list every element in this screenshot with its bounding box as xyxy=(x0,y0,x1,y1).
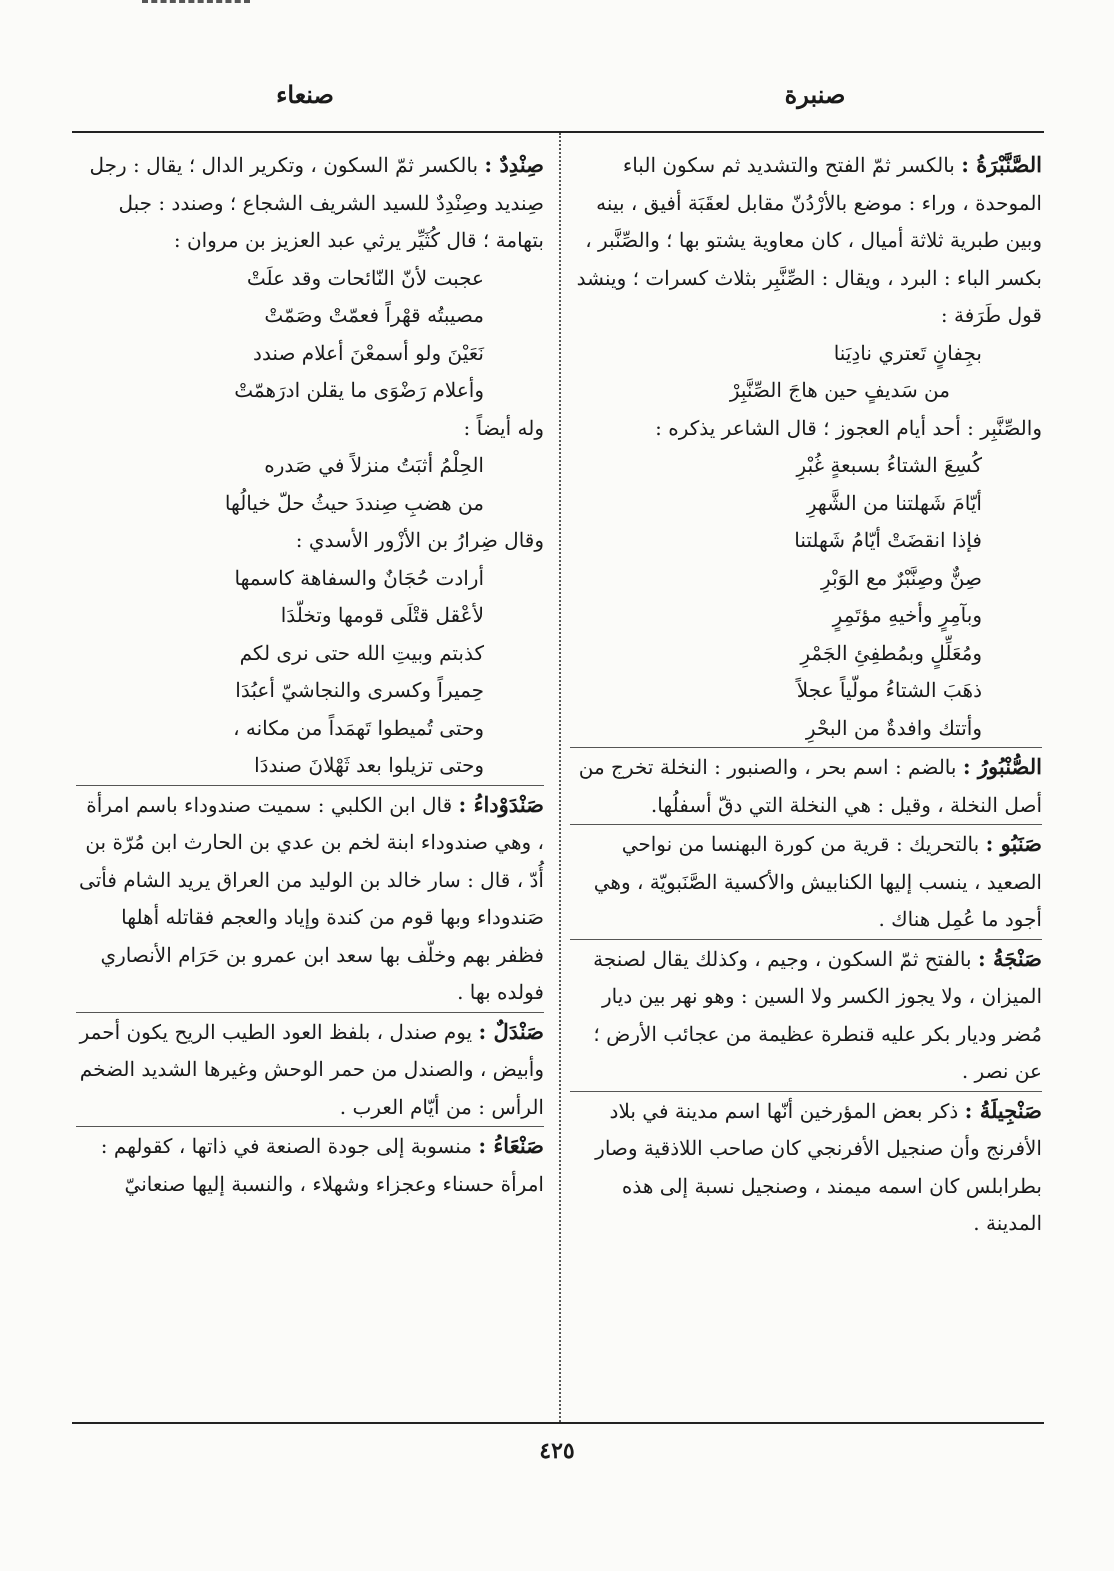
footer-rule xyxy=(72,1422,1044,1424)
verse-line: نَعَيْنَ ولو أسمعْنَ أعلام صندد xyxy=(253,340,484,365)
verse-line: حِميراً وكسرى والنجاشيّ أعبُدَا xyxy=(235,678,484,702)
headword: صَنْعَاءُ : xyxy=(478,1133,544,1158)
entry-text: قال ابن الكلبي : سميت صندوداء باسم امرأة ، وهي صندوداء ابنة لخم بن عدي بن الحارث ابن مُرّة بن أُدّ ، قال : سار خالد بن الوليد من العراق يريد الشام فأتى صَندوداء وبها قوم من كندة وإياد والعجم فقاتله أهلها فظفر بهم وخلّف بها سعد ابن عمرو بن حَرَام الأنصاري فولده بها . xyxy=(79,792,544,1004)
verse-line: فإذا انقضَتْ أيّامُ شَهلتنا xyxy=(794,528,982,552)
running-head-left: صنعاء xyxy=(276,80,334,109)
headword: صِنْدِدٌ : xyxy=(484,152,544,177)
headword: الصَّنَّبْرَةُ : xyxy=(961,152,1042,177)
headword: صَنْجَةُ : xyxy=(977,945,1042,971)
entry-sanbara xyxy=(570,146,1042,747)
verse-line: بجِفانٍ تَعتري نادِيَنا xyxy=(833,340,982,365)
entry-text: بالكسر ثمّ الفتح والتشديد ثم سكون الباء الموحدة ، وراء : موضع بالأرْدُنّ مقابل لعقَبَة أفيق ، بينه وبين طبرية ثلاثة أميال ، كان معاوية يشتو بها ؛ والصِّنَّبر ، بكسر الباء : البرد ، ويقال : الصِّنَّبِر بثلاث كسرات ؛ وينشد قول طَرَفة : xyxy=(576,153,1042,327)
right-column xyxy=(570,146,1042,1243)
verse-line: وأعلام رَضْوَى ما يقلن ادرَهمّتْ xyxy=(234,378,484,402)
verse-line: لأعْقل قتْلَى قومها وتخلّدَا xyxy=(280,603,484,627)
entry-text: ذكر بعض المؤرخين أنّها اسم مدينة في بلاد الأفرنج وأن صنجيل الأفرنجي كان صاحب اللاذقية وصار بطرابلس كان اسمه ميمند ، وصنجيل نسبة إلى هذه المدينة . xyxy=(595,1098,1042,1235)
verse-line: وحتى تزيلوا بعد ثَهْلانَ صنددَا xyxy=(254,753,484,777)
verse-line: وأتتك وافدةٌ من البحْرِ xyxy=(805,715,982,740)
entry-text: بالكسر ثمّ السكون ، وتكرير الدال ؛ يقال : رجل صِنديد وصِنْدِدٌ للسيد الشريف الشجاع ؛ وصندد : جبل بتهامة ؛ قال كُثَيِّر يرثي عبد العزيز بن مروان : xyxy=(89,153,544,252)
entry-text: وله أيضاً : xyxy=(463,415,544,440)
headword: صَنْدَوْداءُ : xyxy=(458,791,544,817)
entry-text: منسوبة إلى جودة الصنعة في ذاتها ، كقولهم : امرأة حسناء وعجزاء وشهلاء ، والنسبة إليها صنعانيّ xyxy=(100,1134,544,1196)
entry-sunbur xyxy=(570,747,1042,824)
entry-sanaa xyxy=(76,1126,544,1203)
entry-sandal xyxy=(76,1012,544,1127)
verse-line: وحتى تُميطوا تَهمَداً من مكانه ، xyxy=(233,715,484,740)
entry-sanabu xyxy=(570,824,1042,939)
verse-line: ومُعَلِّلٍ وبمُطفِئِ الجَمْرِ xyxy=(800,640,982,665)
verse-line: وبآمِرٍ وأخيهِ مؤتَمِرٍ xyxy=(832,603,982,627)
verse-line: صِنٌّ وصِنَّبْرٌ مع الوَبْرِ xyxy=(821,565,982,590)
left-column xyxy=(76,146,544,1203)
entry-text: يوم صندل ، بلفظ العود الطيب الريح يكون أحمر وأبيض ، والصندل من حمر الوحش وغيرها الشديد الضخم الرأس : من أيّام العرب . xyxy=(79,1019,544,1119)
entry-text: بالفتح ثمّ السكون ، وجيم ، وكذلك يقال لصنجة الميزان ، ولا يجوز الكسر ولا السين : وهو نهر بين ديار مُضر وديار بكر عليه قنطرة عظيمة من عجائب الأرض ؛ عن نصر . xyxy=(593,946,1042,1083)
headword: صَنْجِيلَةُ : xyxy=(964,1097,1042,1123)
verse-line: من سَديفٍ حين هاجَ الصِّنَّبِرْ xyxy=(729,378,950,402)
entry-text: والصِّنَّبِر : أحد أيام العجوز ؛ قال الشاعر يذكره : xyxy=(655,415,1042,440)
header-rule xyxy=(72,131,1044,133)
verse-line: عجبت لأنّ النّائحات وقد علَتْ xyxy=(246,265,484,290)
headword: صَنْدَلٌ : xyxy=(478,1018,544,1044)
entry-text: بالتحريك : قرية من كورة البهنسا من نواحي الصعيد ، ينسب إليها الكنابيش والأكسية الصَّنَبويّة ، وهي أجود ما عُمِل هناك . xyxy=(593,832,1042,931)
headword: صَنَبُو : xyxy=(985,831,1042,856)
verse-line: الحِلْمُ أثبَتُ منزلاً في صَدره xyxy=(264,453,484,477)
verse-line: أيّامَ شَهلتنا من الشَّهرِ xyxy=(806,490,982,515)
entry-sanja xyxy=(570,939,1042,1091)
column-divider xyxy=(559,133,561,1422)
verse-line: كُسِعَ الشتاءُ بسبعةٍ غُبْرِ xyxy=(796,453,982,477)
entry-sandawda xyxy=(76,785,544,1012)
verse-line: ذهَبَ الشتاءُ مولّياً عجلاً xyxy=(796,678,982,702)
top-edge-marks xyxy=(142,0,250,6)
entry-sanjila xyxy=(570,1091,1042,1243)
verse-line: أرادت حُجَانٌ والسفاهة كاسمها xyxy=(234,565,484,590)
entry-text: وقال ضِرارُ بن الأزْور الأسدي : xyxy=(295,528,544,552)
entry-sindid xyxy=(76,146,544,785)
verse-line: كذبتم وبيتِ الله حتى نرى لكم xyxy=(239,640,484,665)
page-number: ٤٢٥ xyxy=(539,1438,575,1464)
verse-line: مصيبتُه قهْراً فعمّتْ وصَمّتْ xyxy=(264,303,484,327)
running-head-right: صنبرة xyxy=(784,80,846,109)
headword: الصُّنْبُورُ : xyxy=(962,754,1042,779)
verse-line: من هضبِ صِنددَ حيثُ حلّ خيالُها xyxy=(224,490,484,515)
entry-text: بالضم : اسم بحر ، والصنبور : النخلة تخرج من أصل النخلة ، وقيل : هي النخلة التي دقّ أسفلُها. xyxy=(578,755,1042,817)
